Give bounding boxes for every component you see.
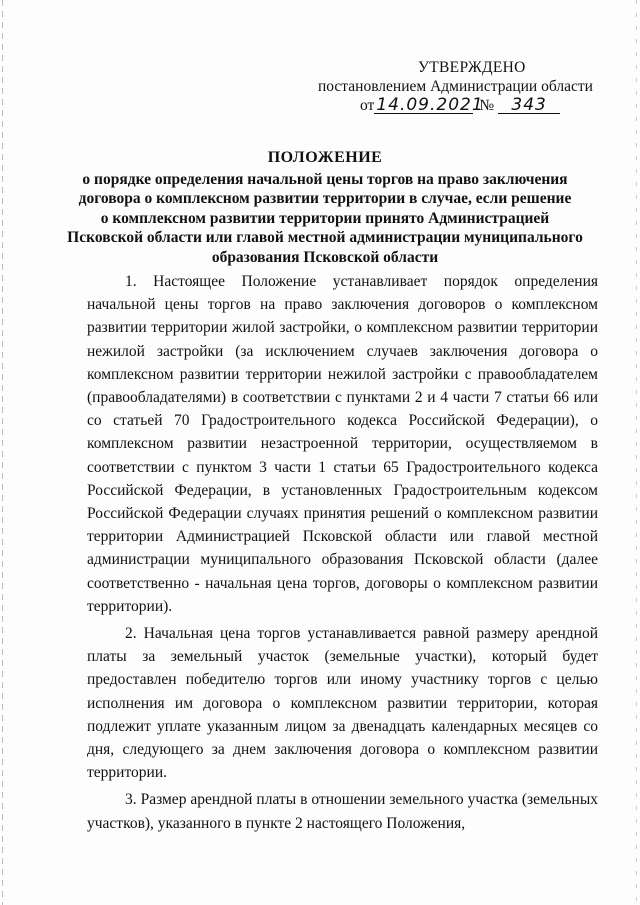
paragraph-1: 1. Настоящее Положение устанавливает порядок определения начальной цены торгов на право заключения договоров о комплексном развитии территории жилой застройки, о комплексном развитии территории нежилой застройки (за исключением случаев заключения договора о комплексном развитии территории нежилой застройки с правообладателем (правообладателями) в соответствии с пунктами 2 и 4 части 7 статьи 66 или со статьей 70 Градостроительного кодекса Российской Федерации), о комплексном развитии незастроенной территории, осуществляемом в соответствии с пунктом 3 части 1 статьи 65 Градостроительного кодекса Российской Федерации, в установленных Градостроительным кодексом Российской Федерации случаях принятия решений о комплексном развитии территории Администрацией Псковской области или главой местной администрации муниципального образования Псковской области (далее соответственно - начальная цена торгов, договоры о комплексном развитии территории). <box>87 273 598 615</box>
number-sign: № <box>479 97 495 114</box>
from-label: от <box>360 97 375 114</box>
handwritten-date: 14.09.2021 <box>376 95 484 115</box>
scan-edge-left <box>2 0 3 905</box>
subtitle-line: о порядке определения начальной цены торгов на право заключения <box>82 170 568 188</box>
approval-stamp-label: УТВЕРЖДЕНО <box>418 59 526 76</box>
subtitle-line: о комплексном развитии территории принято Администрацией <box>100 209 550 227</box>
subtitle-line: договора о комплексном развитии территории в случае, если решение <box>78 190 572 207</box>
approval-date-number-line <box>318 96 618 115</box>
paragraph-2: 2. Начальная цена торгов устанавливается равной размеру арендной платы за земельный участок (земельные участки), который будет предоставлен победителю торгов или иному участнику торгов с целью исполнения им договора о комплексном развитии территории, которая подлежит уплате указанным лицом за двенадцать календарных месяцев со дня, следующего за днем заключения договора о комплексном развитии территории. <box>87 625 598 782</box>
scan-edge-right <box>636 0 637 905</box>
subtitle-line: образования Псковской области <box>211 248 439 266</box>
document-heading: ПОЛОЖЕНИЕ <box>267 149 383 166</box>
document-body <box>87 270 598 839</box>
paragraph-3: 3. Размер арендной платы в отношении земельного участка (земельных участков), указанного в пункте 2 настоящего Положения, <box>87 791 598 832</box>
approval-issuer: постановлением Администрации области <box>318 78 593 95</box>
approval-stamp-block <box>318 58 618 115</box>
subtitle-line: Псковской области или главой местной администрации муниципального <box>67 229 583 246</box>
document-title-block <box>60 148 590 267</box>
handwritten-number: 343 <box>498 97 560 114</box>
